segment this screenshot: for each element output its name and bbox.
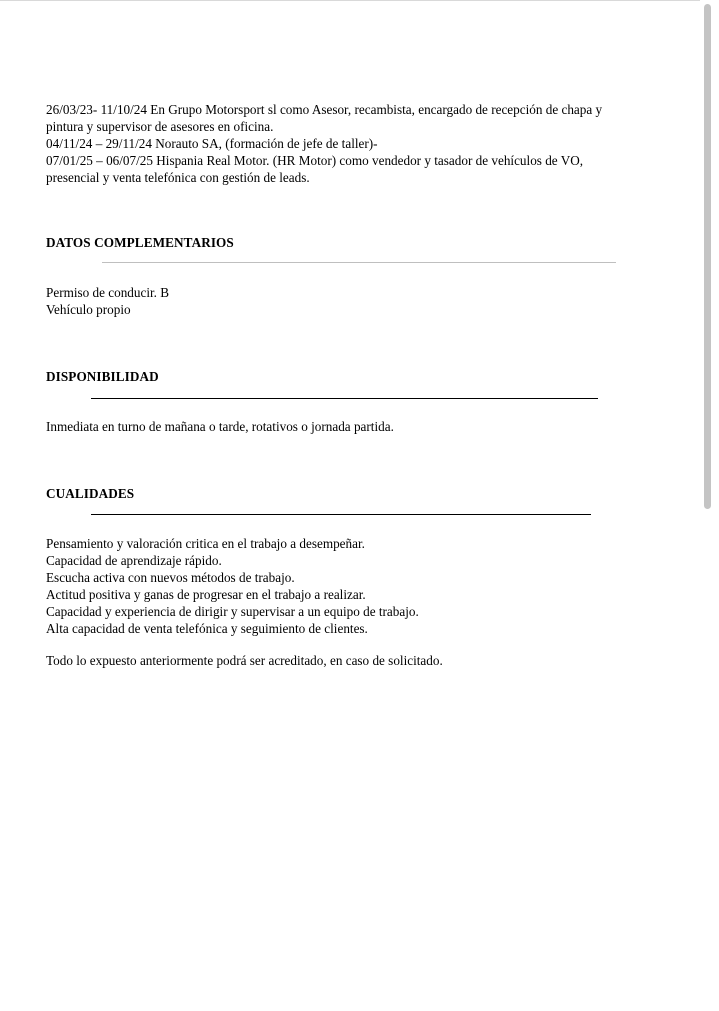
cualidades-line: Capacidad y experiencia de dirigir y supervisar a un equipo de trabajo.	[46, 604, 419, 619]
experience-line: 26/03/23- 11/10/24 En Grupo Motorsport sl como Asesor, recambista, encargado de recepción de chapa y	[46, 102, 603, 117]
experience-line: 04/11/24 – 29/11/24 Norauto SA, (formación de jefe de taller)-	[46, 136, 378, 151]
datos-complementarios-heading: DATOS COMPLEMENTARIOS	[46, 235, 234, 250]
datos-line: Vehículo propio	[46, 302, 131, 317]
scrollbar-thumb[interactable]	[704, 4, 711, 509]
cualidades-line: Pensamiento y valoración critica en el trabajo a desempeñar.	[46, 536, 365, 551]
cualidades-line: Escucha activa con nuevos métodos de trabajo.	[46, 570, 295, 585]
cualidades-line: Alta capacidad de venta telefónica y seguimiento de clientes.	[46, 621, 368, 636]
datos-line: Permiso de conducir. B	[46, 285, 170, 300]
experience-line: 07/01/25 – 06/07/25 Hispania Real Motor. (HR Motor) como vendedor y tasador de vehículos de VO,	[46, 153, 584, 168]
experience-section	[46, 101, 686, 186]
cualidades-heading: CUALIDADES	[46, 486, 135, 501]
disponibilidad-rule	[91, 398, 598, 399]
closing-statement	[46, 652, 686, 669]
datos-complementarios-rule	[102, 262, 616, 263]
vertical-scrollbar[interactable]	[701, 0, 719, 1011]
experience-line: presencial y venta telefónica con gestión de leads.	[46, 170, 310, 185]
cualidades-section	[46, 535, 686, 637]
disponibilidad-text: Inmediata en turno de mañana o tarde, rotativos o jornada partida.	[46, 419, 394, 434]
page-top-border	[0, 0, 700, 1]
cualidades-rule	[91, 514, 591, 515]
cualidades-line: Actitud positiva y ganas de progresar en el trabajo a realizar.	[46, 587, 366, 602]
cualidades-line: Capacidad de aprendizaje rápido.	[46, 553, 222, 568]
experience-line: pintura y supervisor de asesores en oficina.	[46, 119, 274, 134]
datos-complementarios-section	[46, 284, 686, 318]
disponibilidad-heading: DISPONIBILIDAD	[46, 369, 159, 384]
closing-text: Todo lo expuesto anteriormente podrá ser acreditado, en caso de solicitado.	[46, 653, 443, 668]
disponibilidad-section	[46, 418, 686, 435]
